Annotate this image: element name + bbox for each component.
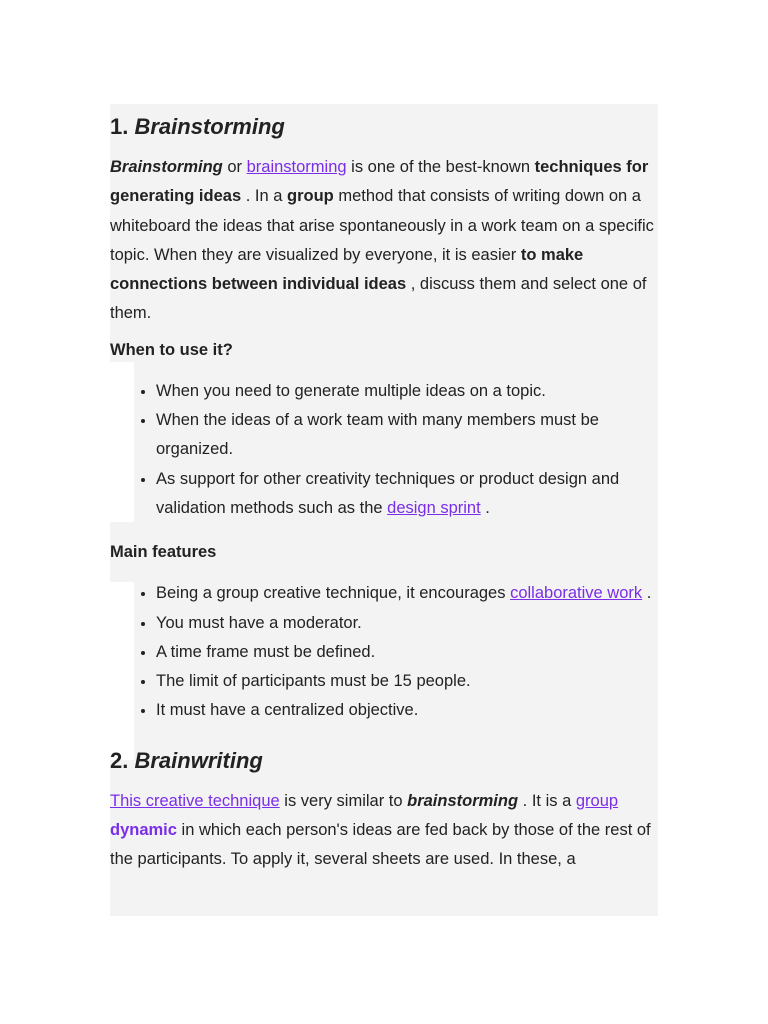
list-item xyxy=(156,579,658,608)
section-2-paragraph xyxy=(110,787,658,875)
main-features-list xyxy=(110,579,658,725)
article-content xyxy=(110,104,658,875)
list-item: • You must have a moderator. xyxy=(156,609,658,638)
text-span: . It is a xyxy=(518,791,576,810)
list-item: • When you need to generate multiple ideas on a topic. xyxy=(156,377,658,406)
section-1-title: Brainstorming xyxy=(134,114,285,139)
text-span: . xyxy=(480,498,490,517)
section-2-title: Brainwriting xyxy=(134,747,263,773)
when-to-use-list xyxy=(110,377,658,523)
section-2-number: 2. xyxy=(110,747,129,773)
section-2-heading xyxy=(110,747,658,775)
brainstorming-term: brainstorming xyxy=(407,791,519,810)
list-item: • A time frame must be defined. xyxy=(156,638,658,667)
dynamic-link-text: dynamic xyxy=(110,821,177,840)
text-span: , discuss them and select one of them. xyxy=(110,275,647,323)
text-span: is very similar to xyxy=(279,791,408,810)
techniques-bold: techniques for generating ideas xyxy=(110,158,649,206)
section-1-heading xyxy=(110,113,658,141)
text-span: . In a xyxy=(241,187,287,206)
list-item: • When the ideas of a work team with many members must be organized. xyxy=(156,406,658,465)
text-span: Being a group creative technique, it encourages xyxy=(156,584,511,603)
group-link-text: group xyxy=(575,791,619,810)
connections-bold: to make connections between individual ideas xyxy=(110,245,584,294)
text-span: is one of the best-known xyxy=(346,158,535,176)
list-item xyxy=(156,465,658,524)
text-span: method that consists of writing down on a whiteboard the ideas that arise spontaneously in a work team on a specific topic. When they are visualized by everyone, it is easier xyxy=(110,187,654,264)
brainstorming-term: Brainstorming xyxy=(110,158,223,176)
text-span: As support for other creativity techniques or product design and validation methods such as the xyxy=(156,469,620,517)
text-span: in which each person's ideas are fed back by those of the rest of the participants. To apply it, several sheets are used. In these, a xyxy=(110,821,651,869)
text-span: or xyxy=(222,158,247,176)
list-item: • The limit of participants must be 15 people. xyxy=(156,667,658,696)
collaborative-work-link[interactable]: collaborative work xyxy=(510,584,643,603)
group-bold: group xyxy=(286,187,334,206)
list-item: • It must have a centralized objective. xyxy=(156,696,658,725)
brainstorming-link[interactable]: brainstorming xyxy=(246,158,347,176)
main-features-heading: Main features xyxy=(110,543,217,562)
when-to-use-heading: When to use it? xyxy=(110,340,233,359)
text-span: . xyxy=(642,584,652,603)
section-1-paragraph xyxy=(110,153,658,329)
design-sprint-link[interactable]: design sprint xyxy=(387,498,481,517)
creative-technique-link[interactable]: This creative technique xyxy=(110,791,280,810)
section-1-number: 1. xyxy=(110,114,129,139)
